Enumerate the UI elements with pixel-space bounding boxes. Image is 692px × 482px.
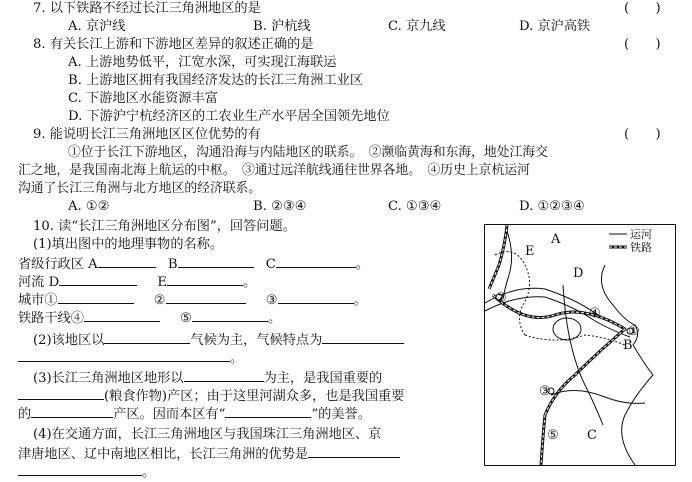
coastline	[601, 265, 653, 465]
q10-row-province	[18, 255, 369, 273]
period: 。	[353, 293, 367, 308]
blank-river-d[interactable]	[59, 273, 137, 286]
blank-city-2[interactable]	[166, 291, 246, 304]
legend-railway-label: 铁路	[630, 241, 652, 254]
q8-stem: 8. 有关长江上游和下游地区差异的叙述正确的是	[33, 37, 314, 52]
blank-city-3[interactable]	[278, 291, 354, 304]
q7-option-c: C. 京九线	[388, 19, 446, 34]
q9-option-b: B. ②③④	[253, 199, 307, 214]
blank-rail-5[interactable]	[192, 309, 268, 322]
blank-province-b[interactable]	[178, 255, 254, 268]
sub2-text-b: 气候为主，气候特点为	[190, 333, 323, 348]
river-yangtze-2	[485, 297, 630, 337]
blank-rail-4[interactable]	[84, 309, 160, 322]
q10-sub2-line-2	[18, 349, 243, 367]
rail-5-label: ⑤	[180, 311, 192, 326]
q8-option-c: C. 下游地区水能资源丰富	[68, 91, 218, 106]
q7-option-a: A. 京沪线	[68, 19, 126, 34]
river-e-label: E	[157, 275, 167, 290]
sub4-text-b: 津唐地区、辽中南地区相比，长江三角洲的优势是	[18, 447, 309, 462]
q10-sub3-line-2	[18, 387, 404, 405]
map-svg	[485, 225, 675, 465]
blank-province-a[interactable]	[98, 255, 156, 268]
sub3-text-a: (3)长江三角洲地区地形以	[33, 371, 184, 386]
q10-sub1: (1)填出图中的地理事物的名称。	[33, 237, 224, 252]
blank-climate-feature[interactable]	[322, 331, 404, 344]
q10-sub4-line-2	[18, 445, 400, 463]
legend-canal-label: 运河	[630, 228, 652, 241]
sub3-text-b: 为主，是我国重要的	[263, 371, 383, 386]
period: 。	[355, 257, 370, 272]
q8-option-b: B. 上游地区拥有我国经济发达的长江三角洲工业区	[68, 73, 364, 88]
q10-stem: 10. 读“长江三角洲地区分布图”，回答问题。	[33, 219, 296, 234]
city-label: 城市①	[18, 293, 58, 308]
sub3-text-f: ”的美誉。	[311, 407, 371, 422]
map-label-1: ①	[628, 324, 640, 339]
blank-landform[interactable]	[184, 369, 264, 382]
railway-3	[489, 225, 507, 289]
map-label-2: ②	[495, 291, 507, 306]
rail-label: 铁路干线④	[18, 311, 84, 326]
map-label-c: C	[587, 428, 597, 443]
q10-row-river	[18, 273, 256, 291]
map-label-e: E	[525, 244, 535, 259]
q7-stem: 7. 以下铁路不经过长江三角洲地区的是	[33, 1, 261, 16]
map-label-4: ④	[589, 306, 601, 321]
period: 。	[242, 275, 257, 290]
q9-text-line-2: 汇之地，是我国南北海上航运的中枢。 ③通过远洋航线通往世界各地。 ④历史上京杭运河	[18, 163, 530, 178]
q7-option-b: B. 沪杭线	[253, 19, 311, 34]
sub3-text-c: (粮食作物)产区；由于这里河湖众多，也是我国重要	[104, 389, 405, 404]
blank-reputation[interactable]	[225, 405, 311, 418]
blank-crop[interactable]	[18, 387, 104, 400]
railway-2	[545, 329, 625, 415]
city-3-label: ③	[265, 293, 278, 308]
q10-sub4-line-3	[18, 463, 155, 481]
yangtze-delta-map	[484, 224, 676, 466]
q10-row-city	[18, 291, 367, 309]
river-yangtze-1	[485, 288, 630, 331]
period: 。	[230, 351, 244, 366]
q10-sub3-line-3	[18, 405, 371, 423]
blank-province-c[interactable]	[276, 255, 356, 268]
province-label: 省级行政区 A	[18, 257, 98, 272]
map-label-5: ⑤	[547, 428, 559, 443]
province-b-label: B	[167, 257, 178, 272]
sub3-text-d: 的	[18, 407, 32, 422]
q9-text-line-3: 沟通了长江三角洲与北方地区的经济联系。	[18, 181, 262, 196]
sub2-text-a: (2)该地区以	[33, 333, 105, 348]
q10-sub2-line	[33, 331, 404, 349]
q8-option-d: D. 下游沪宁杭经济区的工农业生产水平居全国领先地位	[68, 109, 390, 124]
map-label-a: A	[551, 232, 561, 247]
railway-2-inner	[545, 329, 625, 415]
map-label-3: ③	[539, 384, 551, 399]
period: 。	[142, 465, 156, 480]
blank-climate-type[interactable]	[104, 331, 190, 344]
map-label-b: B	[623, 338, 633, 353]
river-label: 河流 D	[18, 275, 60, 290]
blank-advantage[interactable]	[308, 445, 400, 458]
q9-option-d: D. ①②③④	[519, 199, 585, 214]
q9-option-a: A. ①②	[68, 199, 110, 214]
q7-option-d: D. 京沪高铁	[519, 19, 591, 34]
blank-product[interactable]	[31, 405, 113, 418]
q8-answer-paren: ( )	[624, 37, 661, 52]
q8-option-a: A. 上游地势低平，江宽水深，可实现江海联运	[68, 55, 337, 70]
q9-text-line-1: ①位于长江下游地区，沟通沿海与内陆地区的联系。 ②濒临黄海和东海，地处江海交	[68, 145, 548, 160]
q10-sub3-line-1	[33, 369, 382, 387]
sub3-text-e: 产区。因而本区有“	[113, 407, 226, 422]
q9-stem: 9. 能说明长江三角洲地区区位优势的有	[33, 127, 261, 142]
q9-option-c: C. ①③④	[388, 199, 442, 214]
province-c-label: C	[265, 257, 276, 272]
map-legend	[609, 228, 652, 254]
map-label-d: D	[573, 266, 584, 281]
q7-answer-paren: ( )	[624, 1, 661, 16]
q10-row-rail	[18, 309, 281, 327]
q9-answer-paren: ( )	[624, 127, 661, 142]
blank-river-e[interactable]	[167, 273, 243, 286]
blank-climate-feature-cont[interactable]	[18, 349, 230, 362]
blank-city-1[interactable]	[58, 291, 134, 304]
river-qiantang	[551, 390, 645, 403]
period: 。	[267, 311, 282, 326]
blank-advantage-cont[interactable]	[18, 463, 142, 476]
city-2-label: ②	[153, 293, 166, 308]
q10-sub4-line-1: (4)在交通方面，长江三角洲地区与我国珠江三角洲地区、京	[33, 427, 382, 442]
